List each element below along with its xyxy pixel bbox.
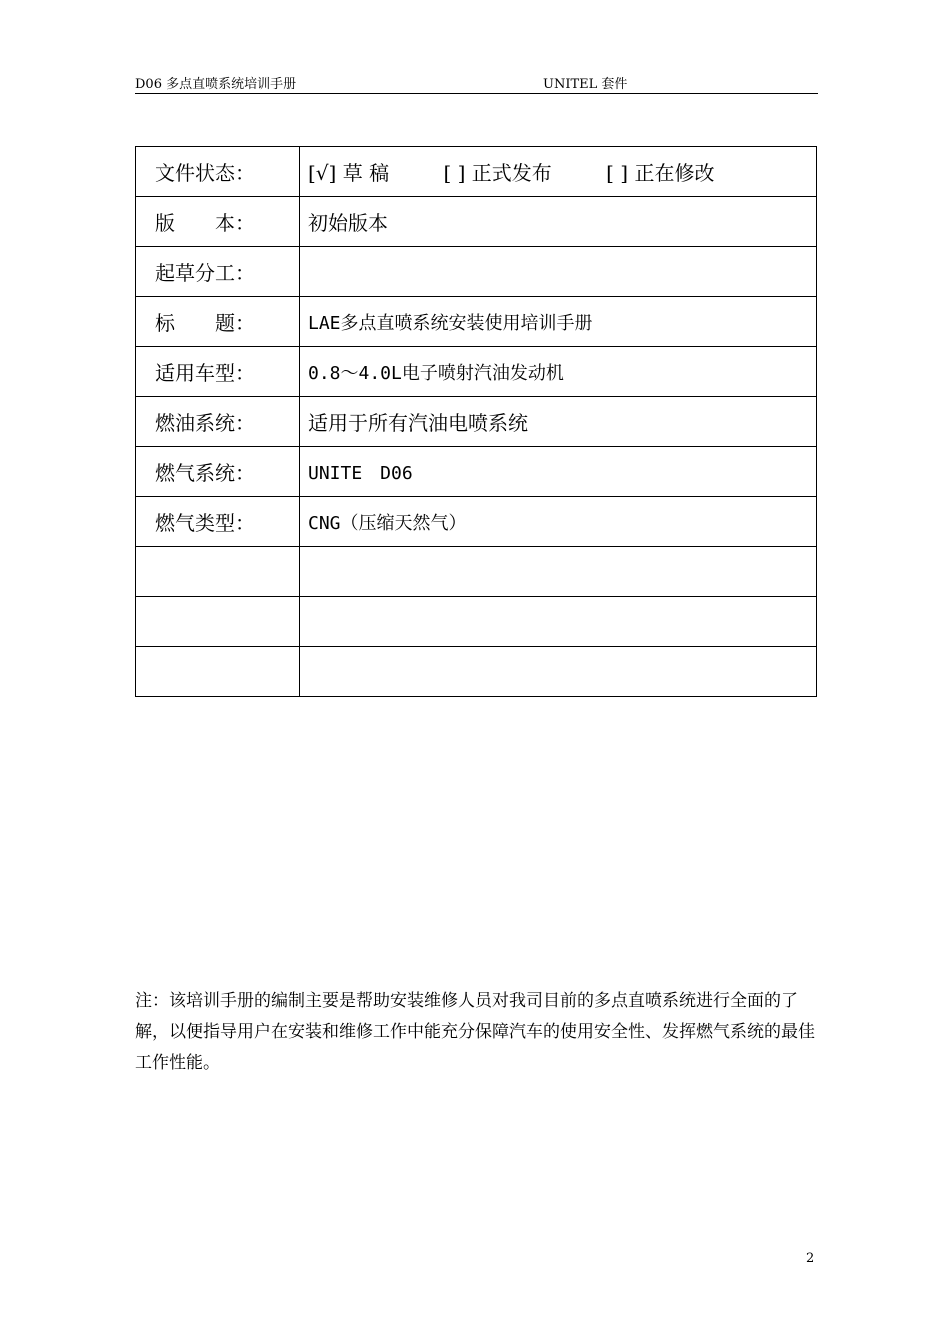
row-value-gas-system: UNITE D06 [300,447,817,497]
row-value-vehicle: 0.8～4.0L电子喷射汽油发动机 [300,347,817,397]
row-label-gas-type: 燃气类型： [136,497,300,547]
document-status-table [135,146,817,697]
row-label-gas-system: 燃气系统： [136,447,300,497]
page-number: 2 [806,1251,815,1266]
row-label-vehicle: 适用车型： [136,347,300,397]
header-kit-name: UNITEL 套件 [543,77,628,92]
table-row [136,397,817,447]
table-row [136,447,817,497]
status-option-released: [ ] 正式发布 [443,161,552,185]
row-label-version: 版 本： [136,197,300,247]
table-row [136,647,817,697]
row-value-fuel-system: 适用于所有汽油电喷系统 [300,397,817,447]
header-title: D06 多点直喷系统培训手册 [135,77,297,92]
status-options [300,147,817,197]
table-row [136,347,817,397]
row-value-version: 初始版本 [300,197,817,247]
row-value-drafting [300,247,817,297]
row-label-title: 标 题： [136,297,300,347]
table-row [136,597,817,647]
table-row [136,247,817,297]
row-label-empty [136,547,300,597]
row-label-drafting: 起草分工： [136,247,300,297]
page-header [135,76,818,94]
row-label-empty [136,597,300,647]
row-label-empty [136,647,300,697]
row-value-title: LAE多点直喷系统安装使用培训手册 [300,297,817,347]
row-value-empty [300,597,817,647]
table-row [136,547,817,597]
status-option-revising: [ ] 正在修改 [606,161,715,185]
note-paragraph: 注：该培训手册的编制主要是帮助安装维修人员对我司目前的多点直喷系统进行全面的了解，以便指导用户在安装和维修工作中能充分保障汽车的使用安全性、发挥燃气系统的最佳工作性能。 [135,991,815,1073]
row-value-gas-type: CNG（压缩天然气） [300,497,817,547]
row-value-empty [300,547,817,597]
row-label-fuel-system: 燃油系统： [136,397,300,447]
table-row [136,297,817,347]
status-label: 文件状态： [136,147,300,197]
table-row [136,147,817,197]
table-row [136,497,817,547]
table-row [136,197,817,247]
row-value-empty [300,647,817,697]
status-option-draft: [√] 草 稿 [308,161,390,185]
